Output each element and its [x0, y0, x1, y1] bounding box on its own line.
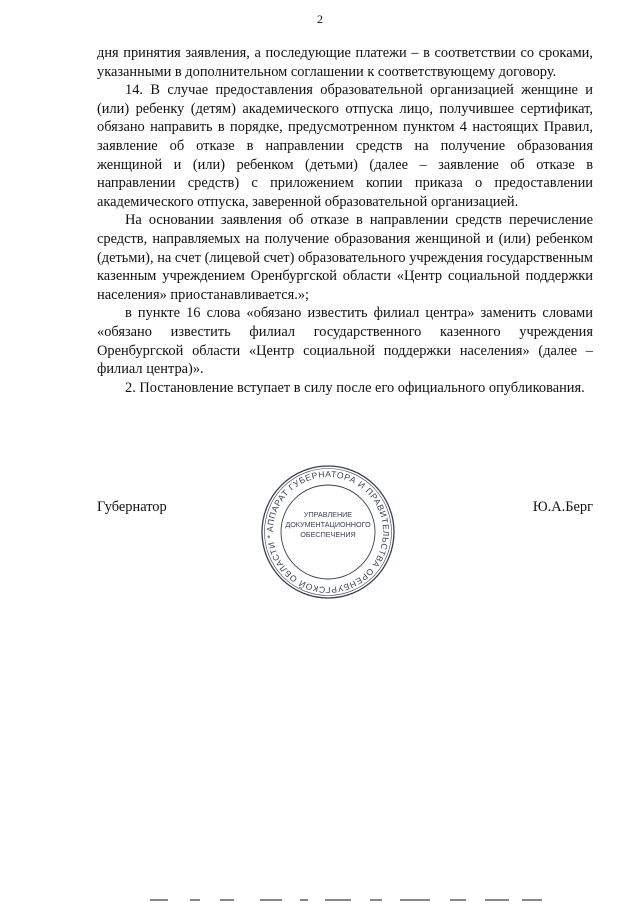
stamp-ring-text: АППАРАТ ГУБЕРНАТОРА И ПРАВИТЕЛЬСТВА ОРЕНБУРГСКОЙ ОБЛАСТИ * [264, 468, 392, 596]
page-number: 2 [317, 12, 323, 26]
paragraph-suspension: На основании заявления об отказе в направлении средств перечисление средств, направляемых на получение образования женщиной и (или) ребенком (детьми), на счет (лицевой счет) образовательного учреждения государственным казенным учреждением Оренбургской области «Центр социальной поддержки населения» приостанавливается.»; [97, 212, 593, 303]
official-stamp [259, 463, 397, 601]
document-body [97, 44, 593, 397]
paragraph-item-16-amendment: в пункте 16 слова «обязано известить филиал центра» заменить словами «обязано известить филиал государственного казенного учреждения Оренбургской области «Центр социальной поддержки населения» (далее – филиал центра)». [97, 305, 593, 378]
stamp-center-line: УПРАВЛЕНИЕ [303, 510, 353, 519]
paragraph-effective-date: 2. Постановление вступает в силу после его официального опубликования. [125, 379, 585, 396]
stamp-center-line: ОБЕСПЕЧЕНИЯ [300, 530, 356, 539]
footer-scan-marks [150, 897, 550, 903]
signatory-title: Губернатор [97, 499, 167, 515]
paragraph-continuation: дня принятия заявления, а последующие платежи – в соответствии со сроками, указанными в дополнительном соглашении к соответствующему договору. [97, 45, 593, 80]
stamp-center-text [281, 510, 375, 540]
stamp-center-line: ДОКУМЕНТАЦИОННОГО [285, 520, 371, 529]
paragraph-item-14: 14. В случае предоставления образовательной организацией женщине и (или) ребенку (детям) академического отпуска лицо, получившее сертификат, обязано направить в порядке, предусмотренном пунктом 4 настоящих Правил, заявление об отказе в направлении средств на получение образования женщиной и (или) ребенком (детьми) (далее – заявление об отказе в направлении средств) с приложением копии приказа о предоставлении академического отпуска, заверенной образовательной организацией. [97, 82, 593, 210]
signatory-name: Ю.А.Берг [532, 499, 593, 515]
